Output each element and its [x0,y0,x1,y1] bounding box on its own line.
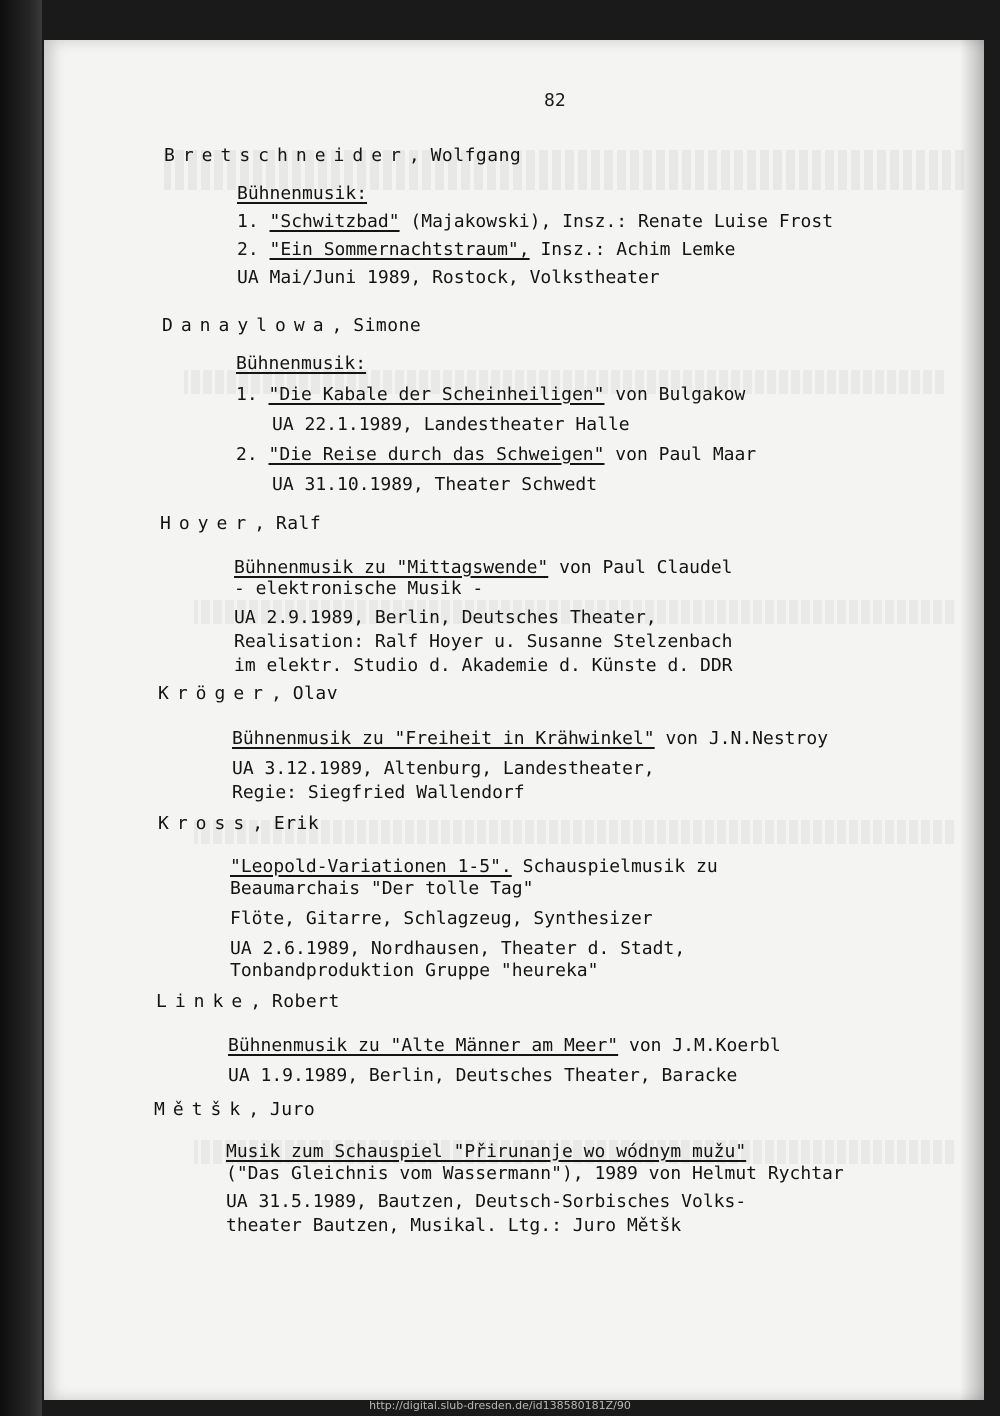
composer-surname: Linke [156,991,251,1012]
composer-surname: Mětšk [154,1099,249,1120]
work-title: "Schwitzbad" [269,211,400,232]
composer-entry-hoyer [160,512,321,536]
premiere-line: UA 31.10.1989, Theater Schwedt [272,474,598,495]
composer-entry-metsk [154,1098,315,1122]
composer-entry-danaylowa [162,314,421,338]
credit-line: Tonbandproduktion Gruppe "heureka" [230,960,599,981]
credit-line: im elektr. Studio d. Akademie d. Künste d. DDR [234,655,733,676]
composer-firstname: Erik [273,813,320,834]
composer-surname: Kross [158,813,253,834]
work-line: Bühnenmusik zu "Mittagswende" von Paul Claudel [234,557,733,578]
work-title: "Ein Sommernachtstraum", [269,239,530,260]
composer-name-line: Hoyer, Ralf [160,513,322,534]
work-title: "Die Kabale der Scheinheiligen" [268,384,605,405]
binder-edge [0,0,42,1416]
work-title: Musik zum Schauspiel "Přirunanje wo wódnym mužu" [226,1141,747,1162]
composer-firstname: Olav [292,683,339,704]
premiere-line: UA 3.12.1989, Altenburg, Landestheater, [232,758,655,779]
premiere-line: UA 1.9.1989, Berlin, Deutsches Theater, Baracke [228,1065,738,1086]
premiere-line: UA 2.6.1989, Nordhausen, Theater d. Stadt, [230,938,686,959]
works-kross [230,855,718,981]
section-heading: Bühnenmusik: [236,353,367,374]
works-danaylowa [236,352,756,497]
premiere-line: UA 2.9.1989, Berlin, Deutsches Theater, [234,607,657,628]
composer-firstname: Juro [269,1099,316,1120]
composer-firstname: Simone [353,315,422,336]
composer-name-line: Danaylowa, Simone [162,315,422,336]
work-title: "Die Reise durch das Schweigen" [268,444,605,465]
source-url-footer: http://digital.slub-dresden.de/id138580181Z/90 [369,1399,631,1412]
composer-surname: Kröger [158,683,272,704]
work-line: Bühnenmusik zu "Freiheit in Krähwinkel" von J.N.Nestroy [232,728,829,749]
composer-name-line: Kröger, Olav [158,683,339,704]
credit-line: Regie: Siegfried Wallendorf [232,782,525,803]
composer-name-line: Kross, Erik [158,813,320,834]
composer-name-line: Linke, Robert [156,991,340,1012]
composer-entry-bretschneider [164,144,521,168]
composer-surname: Hoyer [160,513,255,534]
works-linke [228,1034,781,1088]
work-line: 1. "Schwitzbad" (Majakowski), Insz.: Renate Luise Frost [237,211,834,232]
premiere-line: UA Mai/Juni 1989, Rostock, Volkstheater [237,267,660,288]
works-kroeger [232,727,828,805]
composer-firstname: Robert [271,991,340,1012]
work-note: - elektronische Musik - [234,578,484,599]
work-title: Bühnenmusik zu "Mittagswende" [234,557,549,578]
work-line: 1. "Die Kabale der Scheinheiligen" von Bulgakow [236,384,746,405]
work-line: ("Das Gleichnis vom Wassermann"), 1989 von Helmut Rychtar [226,1163,844,1184]
credit-line: Realisation: Ralf Hoyer u. Susanne Stelzenbach [234,631,733,652]
work-title: Bühnenmusik zu "Freiheit in Krähwinkel" [232,728,655,749]
page-edge-shadow [960,40,984,1400]
work-line: "Leopold-Variationen 1-5". Schauspielmusik zu [230,856,718,877]
work-line: 2. "Ein Sommernachtstraum", Insz.: Achim Lemke [237,239,736,260]
composer-entry-kroeger [158,682,338,706]
composer-firstname: Ralf [275,513,322,534]
composer-name-line: Bretschneider, Wolfgang [164,145,522,166]
work-title: "Leopold-Variationen 1-5". [230,856,512,877]
composer-surname: Danaylowa [162,315,332,336]
work-line: Bühnenmusik zu "Alte Männer am Meer" von J.M.Koerbl [228,1035,781,1056]
work-line: Beaumarchais "Der tolle Tag" [230,878,534,899]
work-line: 2. "Die Reise durch das Schweigen" von Paul Maar [236,444,757,465]
composer-surname: Bretschneider [164,145,409,166]
page-number: 82 [544,90,566,111]
premiere-line: UA 22.1.1989, Landestheater Halle [272,414,630,435]
works-metsk [226,1140,844,1238]
document-page [44,40,984,1400]
instrumentation-line: Flöte, Gitarre, Schlagzeug, Synthesizer [230,908,653,929]
credit-line: theater Bautzen, Musikal. Ltg.: Juro Mětšk [226,1215,682,1236]
works-hoyer [234,556,733,678]
composer-entry-linke [156,990,340,1014]
section-heading: Bühnenmusik: [237,183,368,204]
composer-firstname: Wolfgang [430,145,522,166]
premiere-line: UA 31.5.1989, Bautzen, Deutsch-Sorbisches Volks- [226,1191,747,1212]
works-bretschneider [237,182,833,290]
composer-entry-kross [158,812,319,836]
composer-name-line: Mětšk, Juro [154,1099,316,1120]
work-title: Bühnenmusik zu "Alte Männer am Meer" [228,1035,619,1056]
